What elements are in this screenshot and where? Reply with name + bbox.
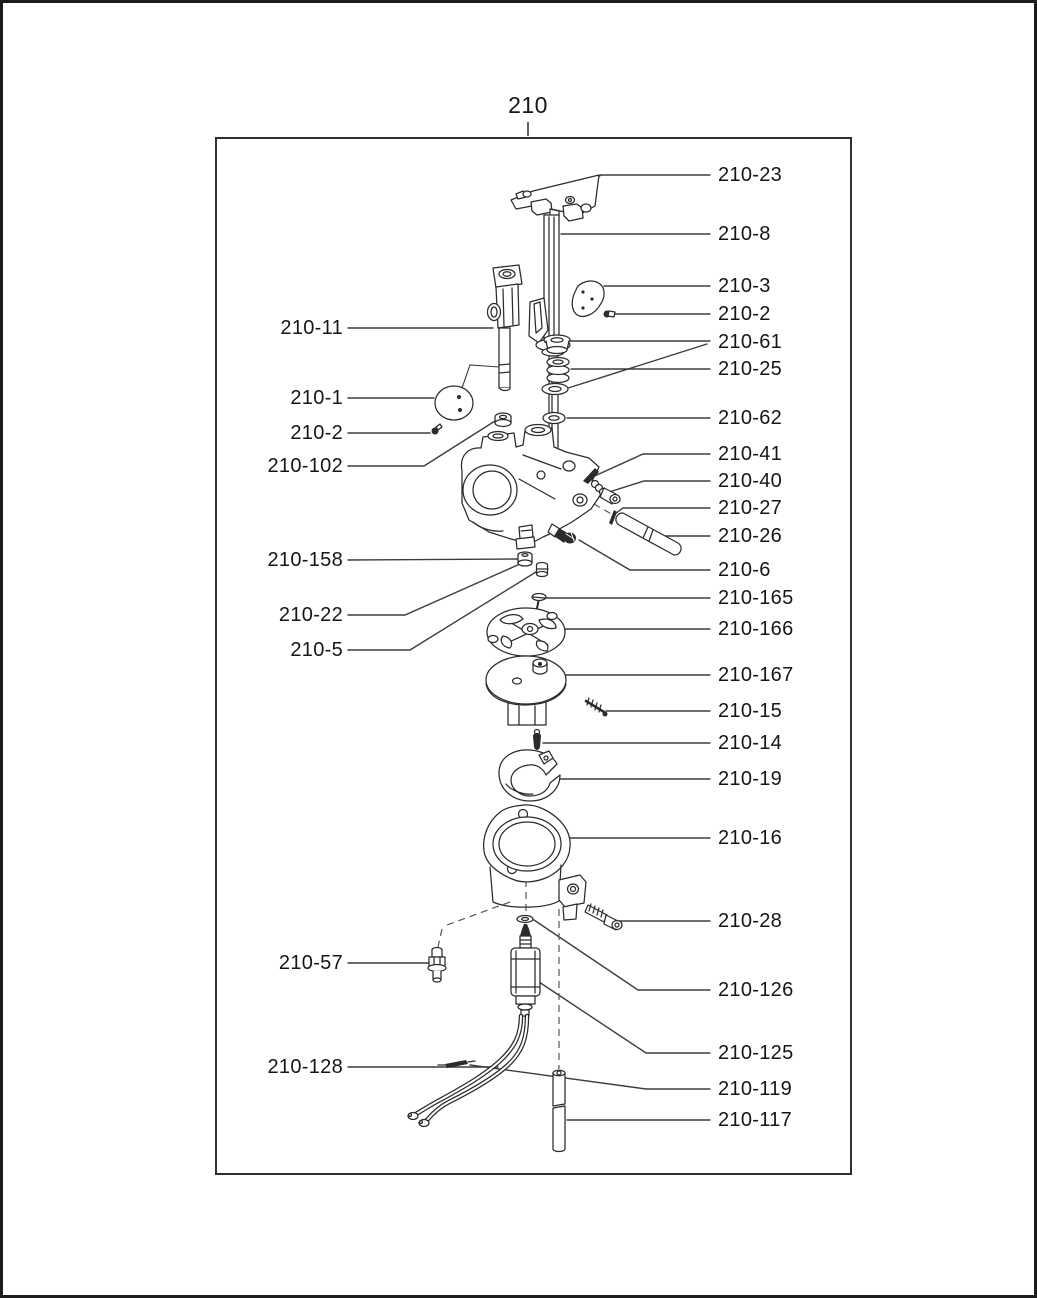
part-label-210-40: 210-40 bbox=[718, 470, 783, 492]
exploded-view-artwork bbox=[3, 3, 1037, 1298]
part-label-210-102: 210-102 bbox=[267, 455, 343, 477]
part-label-210-117: 210-117 bbox=[718, 1109, 793, 1131]
part-nut-210-102 bbox=[495, 413, 511, 427]
figure-number: 210 bbox=[508, 92, 548, 118]
part-label-210-126: 210-126 bbox=[718, 979, 794, 1001]
part-bolt-210-57 bbox=[428, 948, 446, 983]
part-diaphragm-disc-210-1 bbox=[435, 386, 473, 420]
part-solenoid-valve-210-125 bbox=[511, 924, 540, 1016]
part-label-210-125: 210-125 bbox=[718, 1042, 794, 1064]
part-label-210-5: 210-5 bbox=[290, 639, 343, 661]
part-pump-plate-210-166 bbox=[487, 608, 565, 656]
part-choke-plate-210-3 bbox=[572, 281, 604, 316]
part-label-210-165: 210-165 bbox=[718, 587, 794, 609]
part-bolt-210-28 bbox=[585, 904, 622, 930]
part-label-210-2-right: 210-2 bbox=[718, 303, 771, 325]
part-spacer-210-22 bbox=[537, 563, 549, 577]
part-label-210-6: 210-6 bbox=[718, 559, 771, 581]
part-label-210-23: 210-23 bbox=[718, 164, 783, 186]
part-label-210-3: 210-3 bbox=[718, 275, 771, 297]
part-label-210-167: 210-167 bbox=[718, 664, 794, 686]
part-label-210-2-left: 210-2 bbox=[290, 422, 343, 444]
part-fuel-pipe-210-117 bbox=[553, 1070, 565, 1151]
part-label-210-119: 210-119 bbox=[718, 1078, 793, 1100]
part-label-210-15: 210-15 bbox=[718, 700, 783, 722]
part-nut-210-158 bbox=[518, 552, 532, 566]
part-gasket-210-126 bbox=[517, 916, 533, 923]
part-screw-210-2-left bbox=[432, 424, 443, 435]
part-label-210-128: 210-128 bbox=[267, 1056, 343, 1078]
part-label-210-158: 210-158 bbox=[267, 549, 343, 571]
part-label-210-8: 210-8 bbox=[718, 223, 771, 245]
part-label-210-41: 210-41 bbox=[718, 443, 783, 465]
part-label-210-14: 210-14 bbox=[718, 732, 783, 754]
part-label-210-61: 210-61 bbox=[718, 331, 783, 353]
part-carburetor-body bbox=[461, 425, 601, 550]
part-screw-210-15 bbox=[586, 698, 608, 717]
part-tube-210-26 bbox=[616, 513, 681, 555]
part-screw-210-2-right bbox=[604, 311, 616, 318]
part-label-210-25: 210-25 bbox=[718, 358, 783, 380]
part-float-bowl-210-16 bbox=[484, 805, 586, 920]
part-diaphragm-cover-210-167 bbox=[486, 656, 566, 725]
part-label-210-1: 210-1 bbox=[290, 387, 343, 409]
part-label-210-19: 210-19 bbox=[718, 768, 783, 790]
part-label-210-26: 210-26 bbox=[718, 525, 783, 547]
part-label-210-166: 210-166 bbox=[718, 618, 794, 640]
part-throttle-bracket-210-23 bbox=[511, 175, 599, 221]
part-cap-210-61-upper bbox=[544, 335, 570, 354]
part-washer-210-62 bbox=[543, 413, 565, 424]
part-float-210-19 bbox=[499, 750, 560, 801]
part-lead-wire-210-128 bbox=[408, 1016, 527, 1127]
part-label-210-57: 210-57 bbox=[278, 952, 343, 974]
part-label-210-62: 210-62 bbox=[718, 407, 783, 429]
part-label-210-16: 210-16 bbox=[718, 827, 783, 849]
part-label-210-22: 210-22 bbox=[278, 604, 343, 626]
part-washer-210-61-lower bbox=[542, 384, 568, 395]
part-label-210-28: 210-28 bbox=[718, 910, 783, 932]
part-spring-seat-210-25 bbox=[547, 358, 569, 383]
part-label-210-27: 210-27 bbox=[718, 497, 783, 519]
part-label-210-11: 210-11 bbox=[280, 317, 343, 339]
